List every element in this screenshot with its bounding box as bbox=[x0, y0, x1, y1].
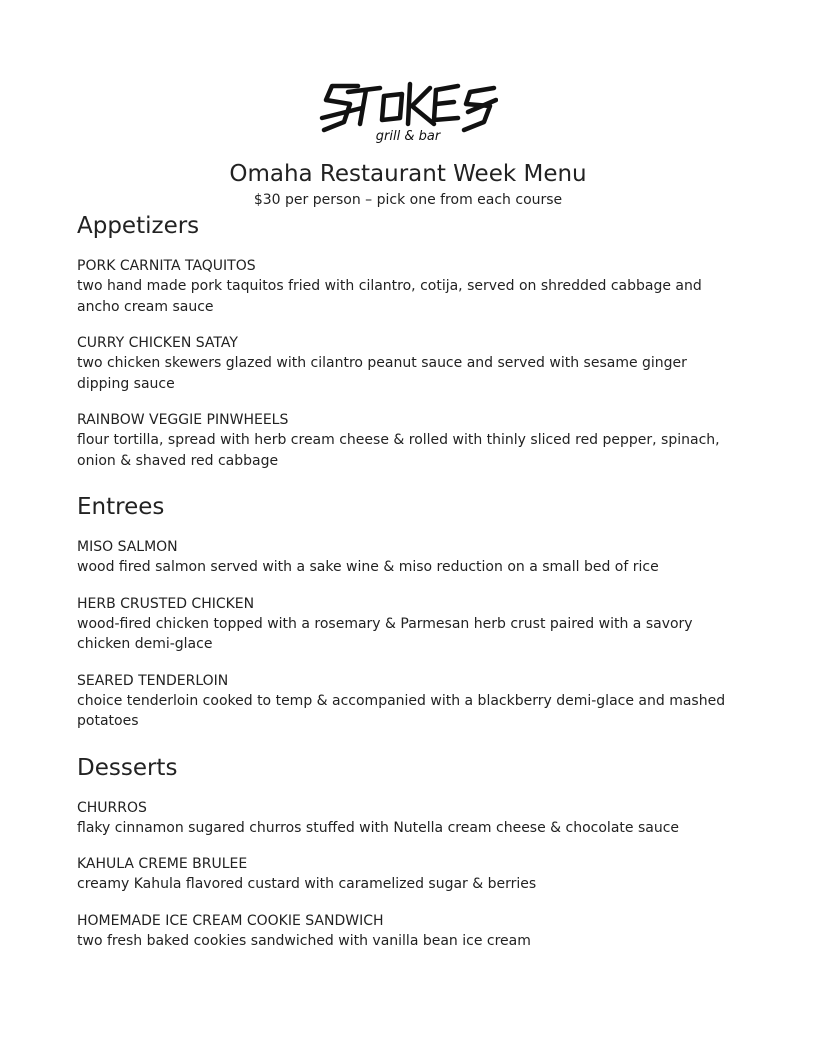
menu-item-name: KAHULA CREME BRULEE bbox=[77, 856, 248, 872]
menu-item bbox=[77, 854, 742, 895]
menu-item bbox=[77, 798, 742, 839]
menu-item bbox=[77, 594, 742, 655]
section-entrees bbox=[77, 491, 742, 732]
menu-item-name: PORK CARNITA TAQUITOS bbox=[77, 258, 256, 274]
menu-item-name: HERB CRUSTED CHICKEN bbox=[77, 595, 255, 612]
menu-item-description: creamy Kahula flavored custard with caramelized sugar & berries bbox=[77, 876, 537, 892]
menu-item-name: RAINBOW VEGGIE PINWHEELS bbox=[77, 412, 289, 428]
section-heading: Desserts bbox=[77, 754, 178, 781]
menu-item-description: two chicken skewers glazed with cilantro peanut sauce and served with sesame ginger dipping sauce bbox=[77, 355, 687, 392]
section-appetizers bbox=[77, 210, 742, 471]
svg-text:grill & bar: grill & bar bbox=[375, 129, 441, 144]
section-heading: Entrees bbox=[77, 494, 165, 520]
menu-item bbox=[77, 410, 742, 471]
menu-item-name: HOMEMADE ICE CREAM COOKIE SANDWICH bbox=[77, 912, 384, 929]
menu-price-subtitle: $30 per person – pick one from each course bbox=[253, 192, 563, 208]
menu-title: Omaha Restaurant Week Menu bbox=[229, 161, 587, 187]
menu-item-name: CURRY CHICKEN SATAY bbox=[77, 335, 238, 351]
stokes-logo bbox=[318, 78, 498, 144]
menu-item-description: flaky cinnamon sugared churros stuffed with Nutella cream cheese & chocolate sauce bbox=[77, 819, 680, 836]
menu-item-description: choice tenderloin cooked to temp & accompanied with a blackberry demi-glace and mashed potatoes bbox=[77, 692, 726, 729]
menu-content bbox=[77, 210, 742, 951]
menu-item-name: CHURROS bbox=[77, 799, 147, 816]
stokes-logo-graphic bbox=[318, 78, 498, 144]
menu-item-description: flour tortilla, spread with herb cream cheese & rolled with thinly sliced red pepper, spinach, onion & shaved red cabbage bbox=[77, 432, 720, 469]
menu-item-description: wood fired salmon served with a sake wine & miso reduction on a small bed of rice bbox=[77, 559, 659, 575]
menu-item-description: wood-fired chicken topped with a rosemary & Parmesan herb crust paired with a savory chicken demi-glace bbox=[77, 615, 693, 652]
menu-item-name: SEARED TENDERLOIN bbox=[77, 672, 229, 689]
menu-item-description: two hand made pork taquitos fried with cilantro, cotija, served on shredded cabbage and ancho cream sauce bbox=[77, 278, 702, 315]
menu-item bbox=[77, 671, 742, 732]
menu-item bbox=[77, 256, 742, 317]
menu-item bbox=[77, 537, 742, 578]
menu-item-description: two fresh baked cookies sandwiched with vanilla bean ice cream bbox=[77, 932, 531, 949]
menu-item-name: MISO SALMON bbox=[77, 539, 178, 555]
menu-item bbox=[77, 911, 742, 952]
menu-item bbox=[77, 333, 742, 394]
section-heading: Appetizers bbox=[77, 213, 200, 239]
section-desserts bbox=[77, 752, 742, 952]
